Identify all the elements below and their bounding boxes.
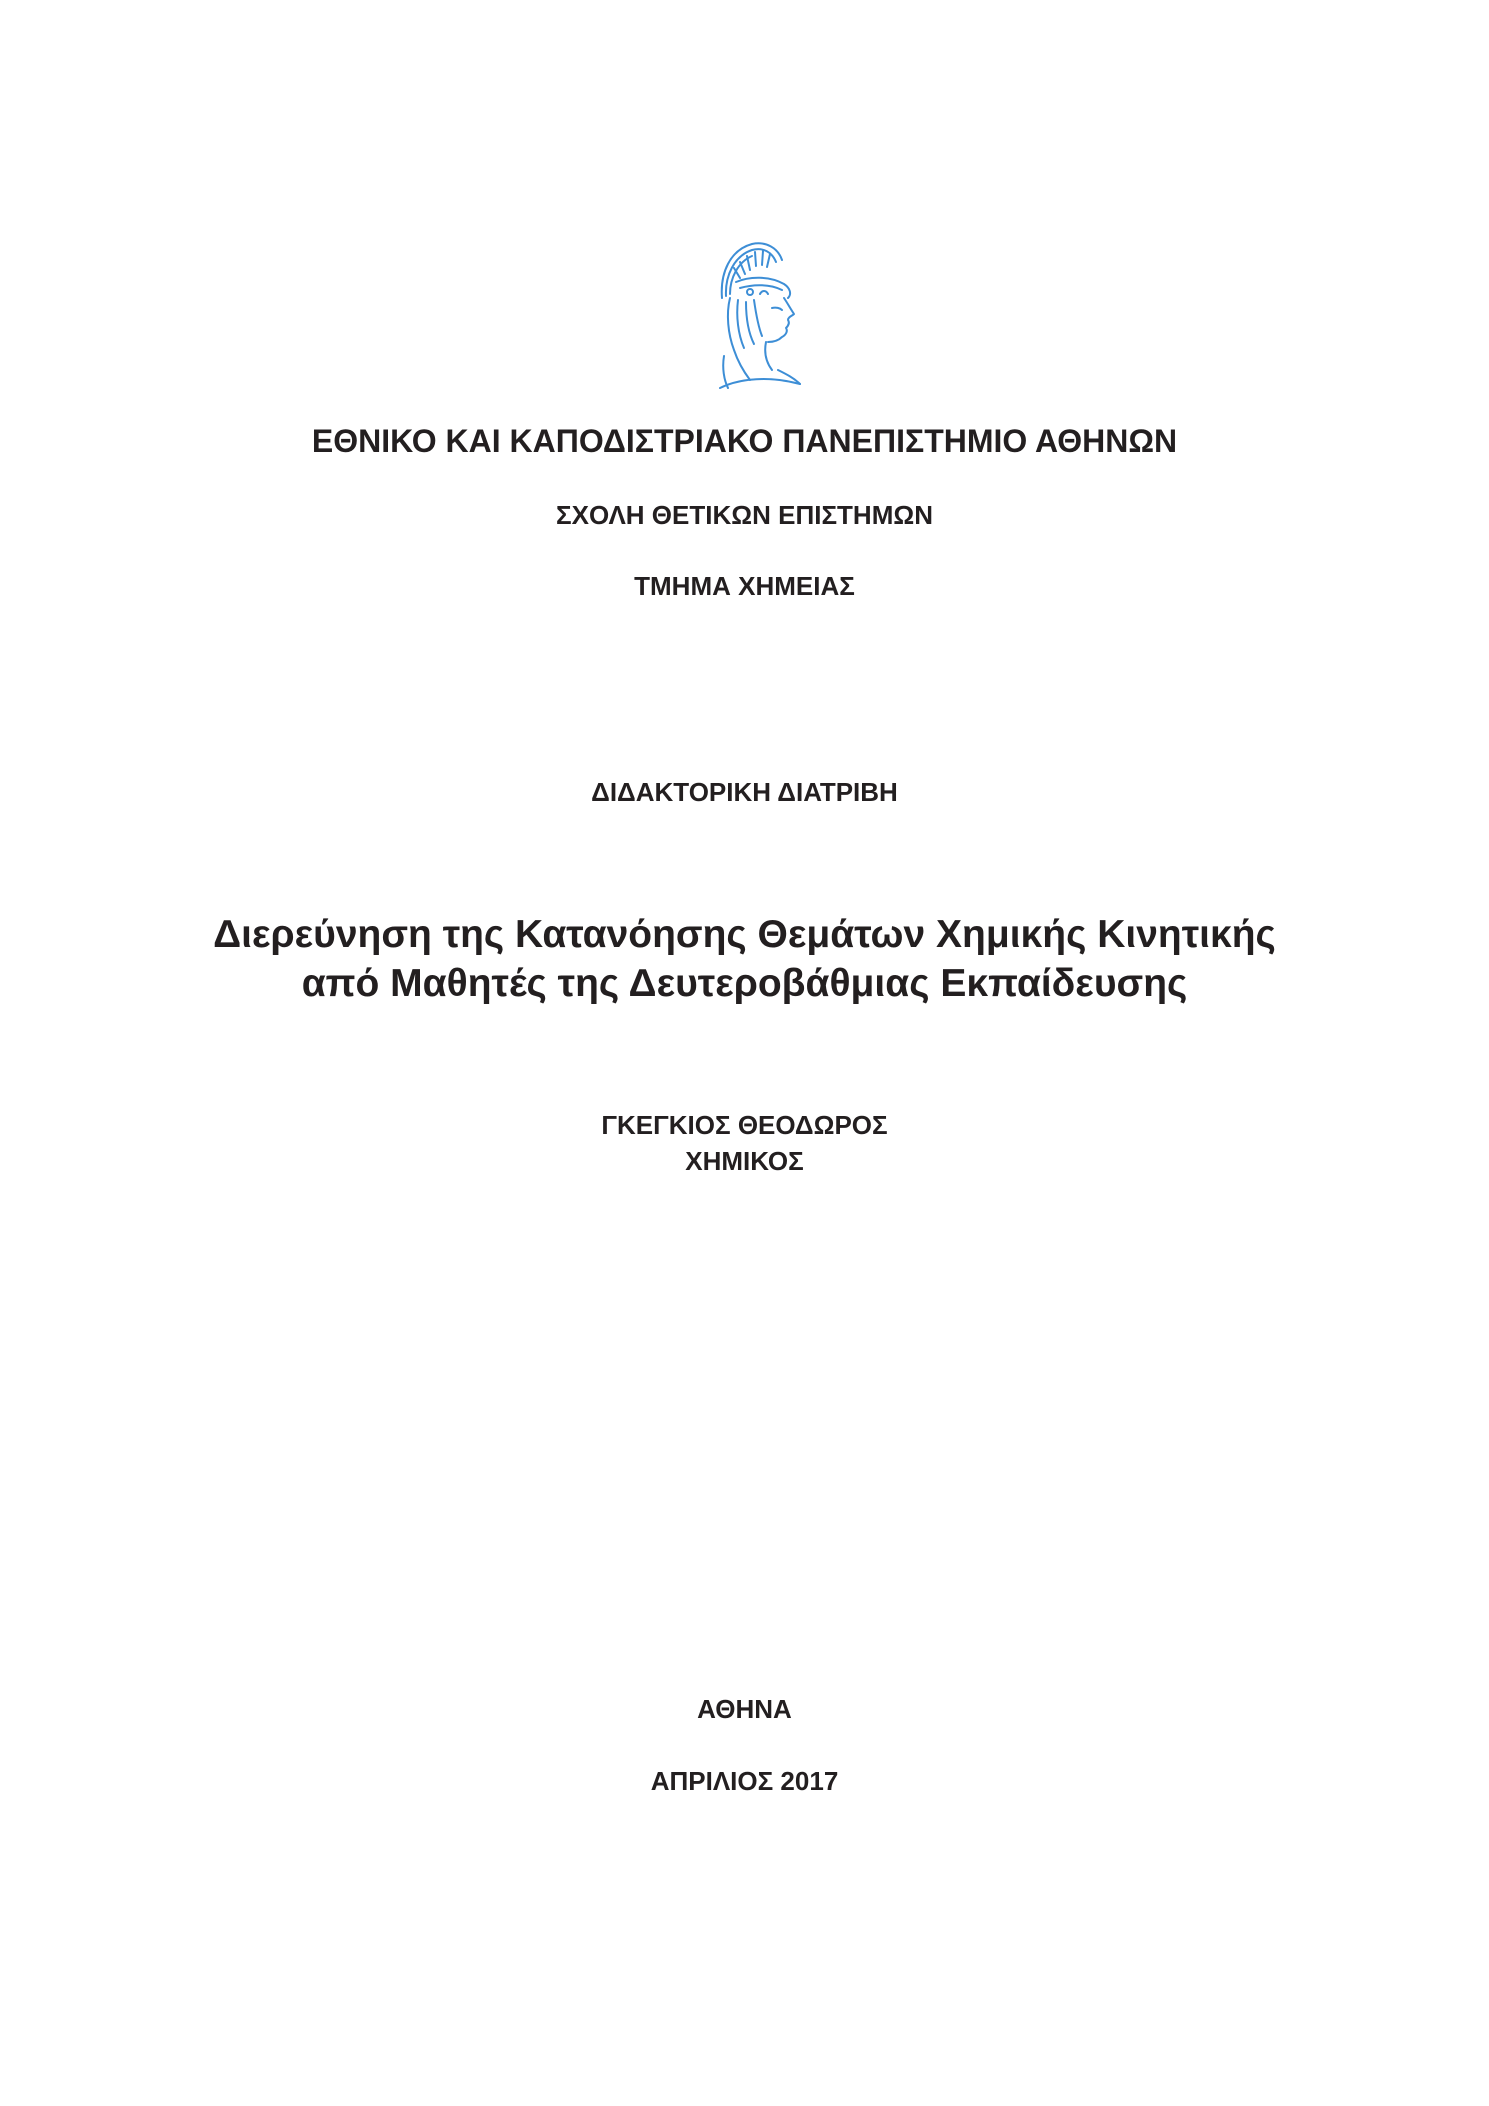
- author-profession: ΧΗΜΙΚΟΣ: [685, 1146, 804, 1176]
- publication-date: ΑΠΡΙΛΙΟΣ 2017: [650, 1766, 839, 1796]
- athena-emblem-icon: [700, 238, 810, 393]
- author-name: ΓΚΕΓΚΙΟΣ ΘΕΟΔΩΡΟΣ: [601, 1110, 888, 1140]
- thesis-title-line-2: από Μαθητές της Δευτεροβάθμιας Εκπαίδευσης: [301, 962, 1188, 1005]
- department-name: ΤΜΗΜΑ ΧΗΜΕΙΑΣ: [634, 571, 855, 601]
- university-name: ΕΘΝΙΚΟ ΚΑΙ ΚΑΠΟΔΙΣΤΡΙΑΚΟ ΠΑΝΕΠΙΣΤΗΜΙΟ ΑΘΗΝΩΝ: [311, 423, 1178, 459]
- school-name: ΣΧΟΛΗ ΘΕΤΙΚΩΝ ΕΠΙΣΤΗΜΩΝ: [556, 500, 933, 530]
- document-type: ΔΙΔΑΚΤΟΡΙΚΗ ΔΙΑΤΡΙΒΗ: [591, 777, 898, 807]
- thesis-title-line-1: Διερεύνηση της Κατανόησης Θεμάτων Χημικής Κινητικής: [213, 913, 1276, 956]
- city: ΑΘΗΝΑ: [697, 1694, 792, 1724]
